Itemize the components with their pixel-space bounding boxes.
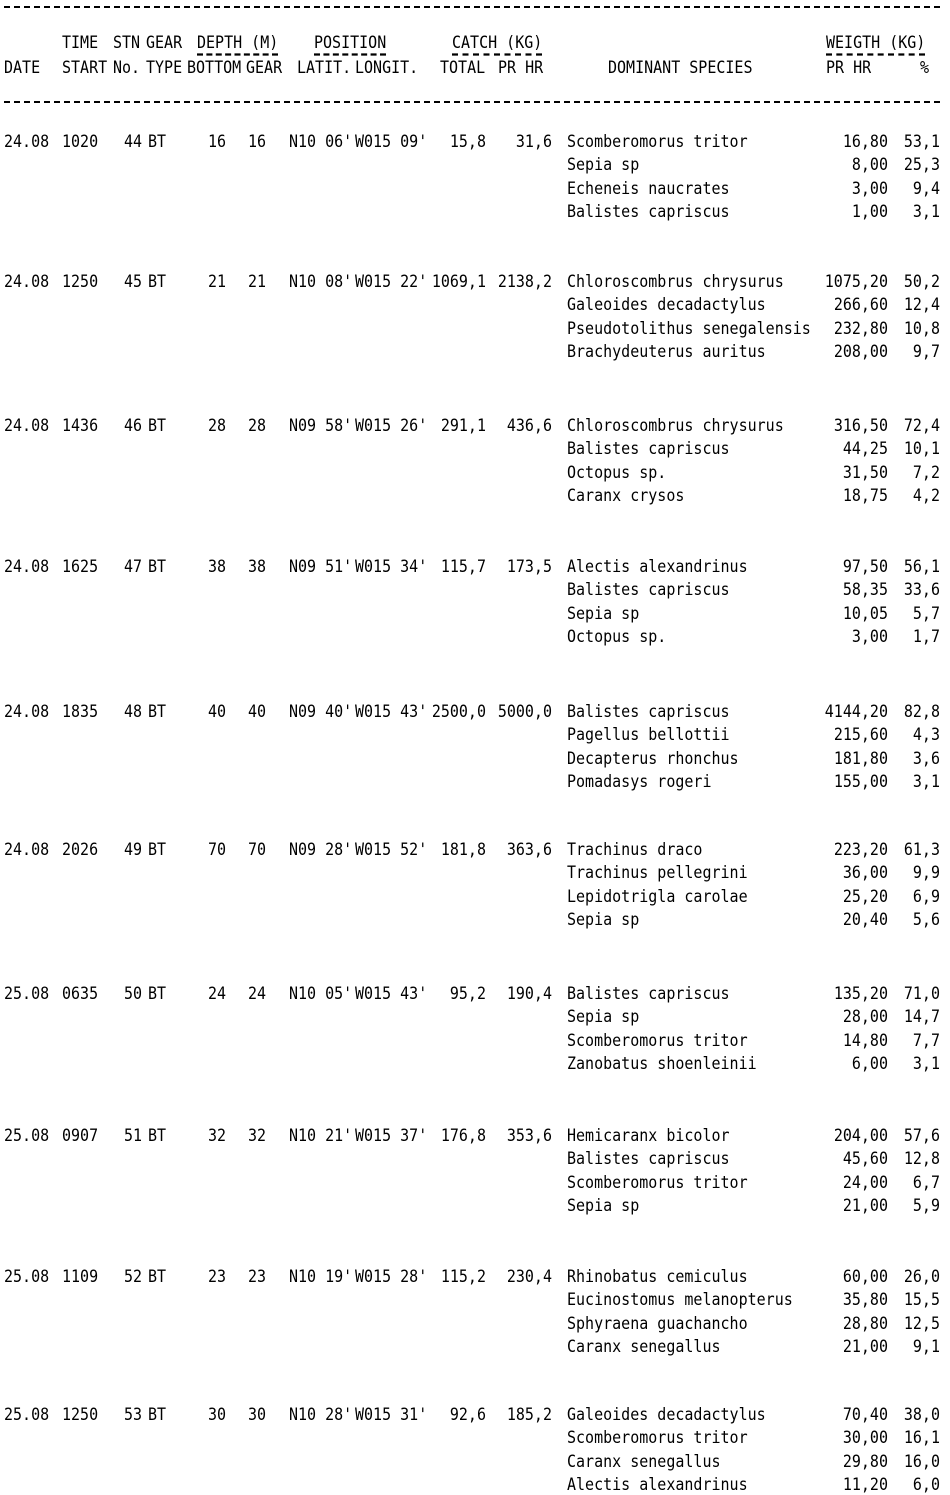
station-gear-type: BT <box>148 556 167 577</box>
station-number: 47 <box>124 556 143 577</box>
species-name: Octopus sp. <box>567 626 667 647</box>
species-percent: 16,1 <box>903 1427 940 1448</box>
station-longitude: W015 26' <box>355 415 428 436</box>
species-percent: 3,6 <box>912 748 940 769</box>
station-time-start: 1250 <box>62 271 99 292</box>
species-weight-pr-hr: 36,00 <box>842 862 888 883</box>
header-no: No. <box>113 57 141 78</box>
species-weight-pr-hr: 316,50 <box>833 415 888 436</box>
header-latit: LATIT. <box>297 57 352 78</box>
station-depth-bottom: 38 <box>207 556 226 577</box>
species-percent: 10,1 <box>903 438 940 459</box>
species-percent: 6,9 <box>912 886 940 907</box>
species-weight-pr-hr: 21,00 <box>842 1195 888 1216</box>
station-catch-pr-hr: 190,4 <box>506 983 552 1004</box>
species-weight-pr-hr: 215,60 <box>833 724 888 745</box>
species-name: Scomberomorus tritor <box>567 131 748 152</box>
station-latitude: N09 28' <box>289 839 353 860</box>
species-percent: 9,7 <box>912 341 940 362</box>
station-longitude: W015 43' <box>355 701 428 722</box>
species-percent: 33,6 <box>903 579 940 600</box>
species-name: Galeoides decadactylus <box>567 1404 766 1425</box>
species-percent: 56,1 <box>903 556 940 577</box>
species-name: Pagellus bellottii <box>567 724 730 745</box>
species-percent: 25,3 <box>903 154 940 175</box>
station-gear-type: BT <box>148 1404 167 1425</box>
station-catch-total: 115,2 <box>440 1266 486 1287</box>
species-weight-pr-hr: 3,00 <box>851 178 888 199</box>
species-weight-pr-hr: 1,00 <box>851 201 888 222</box>
species-percent: 6,0 <box>912 1474 940 1495</box>
species-weight-pr-hr: 20,40 <box>842 909 888 930</box>
station-latitude: N10 08' <box>289 271 353 292</box>
species-weight-pr-hr: 10,05 <box>842 603 888 624</box>
station-date: 24.08 <box>4 131 50 152</box>
header-catch: CATCH (KG) <box>452 31 542 56</box>
header-dashed-rule <box>4 101 940 103</box>
header-longit: LONGIT. <box>355 57 419 78</box>
station-time-start: 1250 <box>62 1404 99 1425</box>
header-date: DATE <box>4 57 41 78</box>
species-weight-pr-hr: 181,80 <box>833 748 888 769</box>
header-start: START <box>62 57 108 78</box>
station-time-start: 1020 <box>62 131 99 152</box>
species-name: Caranx senegallus <box>567 1451 721 1472</box>
station-time-start: 1436 <box>62 415 99 436</box>
species-percent: 72,4 <box>903 415 940 436</box>
station-depth-bottom: 16 <box>207 131 226 152</box>
species-weight-pr-hr: 135,20 <box>833 983 888 1004</box>
species-percent: 6,7 <box>912 1172 940 1193</box>
species-name: Lepidotrigla carolae <box>567 886 748 907</box>
station-longitude: W015 52' <box>355 839 428 860</box>
station-longitude: W015 43' <box>355 983 428 1004</box>
species-name: Pseudotolithus senegalensis <box>567 318 811 339</box>
species-percent: 1,7 <box>912 626 940 647</box>
station-number: 51 <box>124 1125 143 1146</box>
species-weight-pr-hr: 97,50 <box>842 556 888 577</box>
species-name: Balistes capriscus <box>567 438 730 459</box>
station-latitude: N09 40' <box>289 701 353 722</box>
station-depth-gear: 70 <box>247 839 266 860</box>
station-depth-gear: 30 <box>247 1404 266 1425</box>
station-depth-gear: 32 <box>247 1125 266 1146</box>
species-weight-pr-hr: 58,35 <box>842 579 888 600</box>
species-percent: 12,5 <box>903 1313 940 1334</box>
station-catch-total: 291,1 <box>440 415 486 436</box>
station-date: 24.08 <box>4 839 50 860</box>
station-catch-pr-hr: 31,6 <box>515 131 552 152</box>
station-catch-pr-hr: 353,6 <box>506 1125 552 1146</box>
species-name: Sepia sp <box>567 1006 640 1027</box>
species-percent: 9,4 <box>912 178 940 199</box>
species-name: Sphyraena guachancho <box>567 1313 748 1334</box>
station-gear-type: BT <box>148 271 167 292</box>
header-weigth-pr-hr: PR HR <box>826 57 872 78</box>
station-latitude: N10 06' <box>289 131 353 152</box>
species-name: Chloroscombrus chrysurus <box>567 271 784 292</box>
station-catch-total: 15,8 <box>449 131 486 152</box>
station-catch-total: 176,8 <box>440 1125 486 1146</box>
species-percent: 9,9 <box>912 862 940 883</box>
station-depth-gear: 28 <box>247 415 266 436</box>
station-gear-type: BT <box>148 1266 167 1287</box>
species-percent: 4,3 <box>912 724 940 745</box>
station-depth-gear: 16 <box>247 131 266 152</box>
species-percent: 15,5 <box>903 1289 940 1310</box>
species-weight-pr-hr: 208,00 <box>833 341 888 362</box>
species-percent: 3,1 <box>912 201 940 222</box>
station-depth-gear: 24 <box>247 983 266 1004</box>
species-name: Balistes capriscus <box>567 579 730 600</box>
species-name: Trachinus pellegrini <box>567 862 748 883</box>
species-name: Chloroscombrus chrysurus <box>567 415 784 436</box>
station-number: 44 <box>124 131 143 152</box>
station-date: 24.08 <box>4 415 50 436</box>
species-percent: 38,0 <box>903 1404 940 1425</box>
species-weight-pr-hr: 18,75 <box>842 485 888 506</box>
station-depth-bottom: 28 <box>207 415 226 436</box>
species-weight-pr-hr: 28,00 <box>842 1006 888 1027</box>
station-time-start: 1109 <box>62 1266 99 1287</box>
station-depth-bottom: 30 <box>207 1404 226 1425</box>
species-name: Alectis alexandrinus <box>567 556 748 577</box>
header-depth: DEPTH (M) <box>197 31 278 56</box>
header-dominant-species: DOMINANT SPECIES <box>608 57 753 78</box>
station-longitude: W015 37' <box>355 1125 428 1146</box>
species-name: Brachydeuterus auritus <box>567 341 766 362</box>
species-weight-pr-hr: 29,80 <box>842 1451 888 1472</box>
species-name: Rhinobatus cemiculus <box>567 1266 748 1287</box>
species-weight-pr-hr: 35,80 <box>842 1289 888 1310</box>
station-time-start: 0635 <box>62 983 99 1004</box>
species-name: Alectis alexandrinus <box>567 1474 748 1495</box>
species-percent: 82,8 <box>903 701 940 722</box>
species-percent: 16,0 <box>903 1451 940 1472</box>
station-date: 25.08 <box>4 1404 50 1425</box>
station-depth-bottom: 70 <box>207 839 226 860</box>
station-depth-bottom: 23 <box>207 1266 226 1287</box>
station-number: 46 <box>124 415 143 436</box>
station-longitude: W015 34' <box>355 556 428 577</box>
species-weight-pr-hr: 21,00 <box>842 1336 888 1357</box>
species-name: Sepia sp <box>567 1195 640 1216</box>
header-percent: % <box>920 57 930 78</box>
station-longitude: W015 22' <box>355 271 428 292</box>
species-name: Galeoides decadactylus <box>567 294 766 315</box>
station-date: 25.08 <box>4 1266 50 1287</box>
species-weight-pr-hr: 30,00 <box>842 1427 888 1448</box>
species-percent: 14,7 <box>903 1006 940 1027</box>
station-date: 24.08 <box>4 701 50 722</box>
species-weight-pr-hr: 223,20 <box>833 839 888 860</box>
species-name: Echeneis naucrates <box>567 178 730 199</box>
header-time: TIME <box>62 32 99 53</box>
station-latitude: N10 05' <box>289 983 353 1004</box>
species-name: Caranx senegallus <box>567 1336 721 1357</box>
species-name: Scomberomorus tritor <box>567 1030 748 1051</box>
species-percent: 3,1 <box>912 1053 940 1074</box>
species-name: Scomberomorus tritor <box>567 1172 748 1193</box>
station-date: 25.08 <box>4 1125 50 1146</box>
species-percent: 4,2 <box>912 485 940 506</box>
header-pr-hr: PR HR <box>498 57 544 78</box>
header-stn: STN <box>113 32 141 53</box>
station-catch-pr-hr: 363,6 <box>506 839 552 860</box>
header-weigth: WEIGTH (KG) <box>826 31 925 56</box>
species-weight-pr-hr: 232,80 <box>833 318 888 339</box>
header-total: TOTAL <box>440 57 486 78</box>
station-gear-type: BT <box>148 701 167 722</box>
species-name: Eucinostomus melanopterus <box>567 1289 793 1310</box>
species-name: Caranx crysos <box>567 485 685 506</box>
species-name: Balistes capriscus <box>567 701 730 722</box>
species-name: Trachinus draco <box>567 839 703 860</box>
station-catch-pr-hr: 5000,0 <box>497 701 552 722</box>
species-weight-pr-hr: 44,25 <box>842 438 888 459</box>
species-percent: 12,4 <box>903 294 940 315</box>
species-weight-pr-hr: 6,00 <box>851 1053 888 1074</box>
station-depth-gear: 40 <box>247 701 266 722</box>
station-number: 50 <box>124 983 143 1004</box>
species-name: Sepia sp <box>567 603 640 624</box>
species-weight-pr-hr: 204,00 <box>833 1125 888 1146</box>
station-catch-pr-hr: 230,4 <box>506 1266 552 1287</box>
species-name: Scomberomorus tritor <box>567 1427 748 1448</box>
species-percent: 7,2 <box>912 462 940 483</box>
station-catch-total: 1069,1 <box>431 271 486 292</box>
species-weight-pr-hr: 16,80 <box>842 131 888 152</box>
station-catch-pr-hr: 436,6 <box>506 415 552 436</box>
station-gear-type: BT <box>148 1125 167 1146</box>
station-number: 48 <box>124 701 143 722</box>
station-latitude: N10 21' <box>289 1125 353 1146</box>
species-weight-pr-hr: 266,60 <box>833 294 888 315</box>
species-percent: 61,3 <box>903 839 940 860</box>
station-date: 25.08 <box>4 983 50 1004</box>
species-percent: 50,2 <box>903 271 940 292</box>
station-catch-total: 115,7 <box>440 556 486 577</box>
station-latitude: N10 19' <box>289 1266 353 1287</box>
species-name: Balistes capriscus <box>567 1148 730 1169</box>
species-name: Octopus sp. <box>567 462 667 483</box>
species-weight-pr-hr: 70,40 <box>842 1404 888 1425</box>
species-name: Balistes capriscus <box>567 983 730 1004</box>
species-percent: 3,1 <box>912 771 940 792</box>
station-catch-total: 2500,0 <box>431 701 486 722</box>
station-catch-total: 95,2 <box>449 983 486 1004</box>
station-depth-bottom: 24 <box>207 983 226 1004</box>
species-weight-pr-hr: 11,20 <box>842 1474 888 1495</box>
station-date: 24.08 <box>4 556 50 577</box>
station-gear-type: BT <box>148 839 167 860</box>
station-latitude: N10 28' <box>289 1404 353 1425</box>
header-position: POSITION <box>314 31 386 56</box>
species-percent: 9,1 <box>912 1336 940 1357</box>
species-weight-pr-hr: 60,00 <box>842 1266 888 1287</box>
species-percent: 10,8 <box>903 318 940 339</box>
station-time-start: 0907 <box>62 1125 99 1146</box>
station-depth-gear: 38 <box>247 556 266 577</box>
station-gear-type: BT <box>148 131 167 152</box>
species-weight-pr-hr: 1075,20 <box>824 271 888 292</box>
station-catch-total: 181,8 <box>440 839 486 860</box>
station-time-start: 2026 <box>62 839 99 860</box>
species-weight-pr-hr: 4144,20 <box>824 701 888 722</box>
station-time-start: 1625 <box>62 556 99 577</box>
species-name: Decapterus rhonchus <box>567 748 739 769</box>
species-percent: 7,7 <box>912 1030 940 1051</box>
station-depth-bottom: 32 <box>207 1125 226 1146</box>
species-percent: 5,7 <box>912 603 940 624</box>
species-percent: 26,0 <box>903 1266 940 1287</box>
species-name: Hemicaranx bicolor <box>567 1125 730 1146</box>
species-weight-pr-hr: 155,00 <box>833 771 888 792</box>
station-latitude: N09 58' <box>289 415 353 436</box>
species-weight-pr-hr: 24,00 <box>842 1172 888 1193</box>
station-number: 53 <box>124 1404 143 1425</box>
station-time-start: 1835 <box>62 701 99 722</box>
station-gear-type: BT <box>148 983 167 1004</box>
station-date: 24.08 <box>4 271 50 292</box>
station-catch-pr-hr: 2138,2 <box>497 271 552 292</box>
species-percent: 5,9 <box>912 1195 940 1216</box>
species-percent: 12,8 <box>903 1148 940 1169</box>
station-catch-pr-hr: 185,2 <box>506 1404 552 1425</box>
station-gear-type: BT <box>148 415 167 436</box>
header-gear-top: GEAR <box>146 32 183 53</box>
species-percent: 57,6 <box>903 1125 940 1146</box>
header-type: TYPE <box>146 57 183 78</box>
species-percent: 71,0 <box>903 983 940 1004</box>
species-weight-pr-hr: 3,00 <box>851 626 888 647</box>
header-bottom: BOTTOM <box>187 57 242 78</box>
header-gear: GEAR <box>246 57 283 78</box>
station-depth-bottom: 40 <box>207 701 226 722</box>
species-weight-pr-hr: 31,50 <box>842 462 888 483</box>
station-catch-pr-hr: 173,5 <box>506 556 552 577</box>
species-name: Sepia sp <box>567 909 640 930</box>
species-percent: 5,6 <box>912 909 940 930</box>
species-name: Zanobatus shoenleinii <box>567 1053 757 1074</box>
species-percent: 53,1 <box>903 131 940 152</box>
species-weight-pr-hr: 14,80 <box>842 1030 888 1051</box>
station-catch-total: 92,6 <box>449 1404 486 1425</box>
station-depth-bottom: 21 <box>207 271 226 292</box>
station-depth-gear: 21 <box>247 271 266 292</box>
species-name: Sepia sp <box>567 154 640 175</box>
species-weight-pr-hr: 8,00 <box>851 154 888 175</box>
station-longitude: W015 31' <box>355 1404 428 1425</box>
station-depth-gear: 23 <box>247 1266 266 1287</box>
station-number: 49 <box>124 839 143 860</box>
top-dashed-rule <box>4 6 940 8</box>
station-longitude: W015 09' <box>355 131 428 152</box>
species-weight-pr-hr: 25,20 <box>842 886 888 907</box>
station-number: 52 <box>124 1266 143 1287</box>
species-name: Pomadasys rogeri <box>567 771 712 792</box>
species-name: Balistes capriscus <box>567 201 730 222</box>
species-weight-pr-hr: 28,80 <box>842 1313 888 1334</box>
station-longitude: W015 28' <box>355 1266 428 1287</box>
station-number: 45 <box>124 271 143 292</box>
station-latitude: N09 51' <box>289 556 353 577</box>
species-weight-pr-hr: 45,60 <box>842 1148 888 1169</box>
